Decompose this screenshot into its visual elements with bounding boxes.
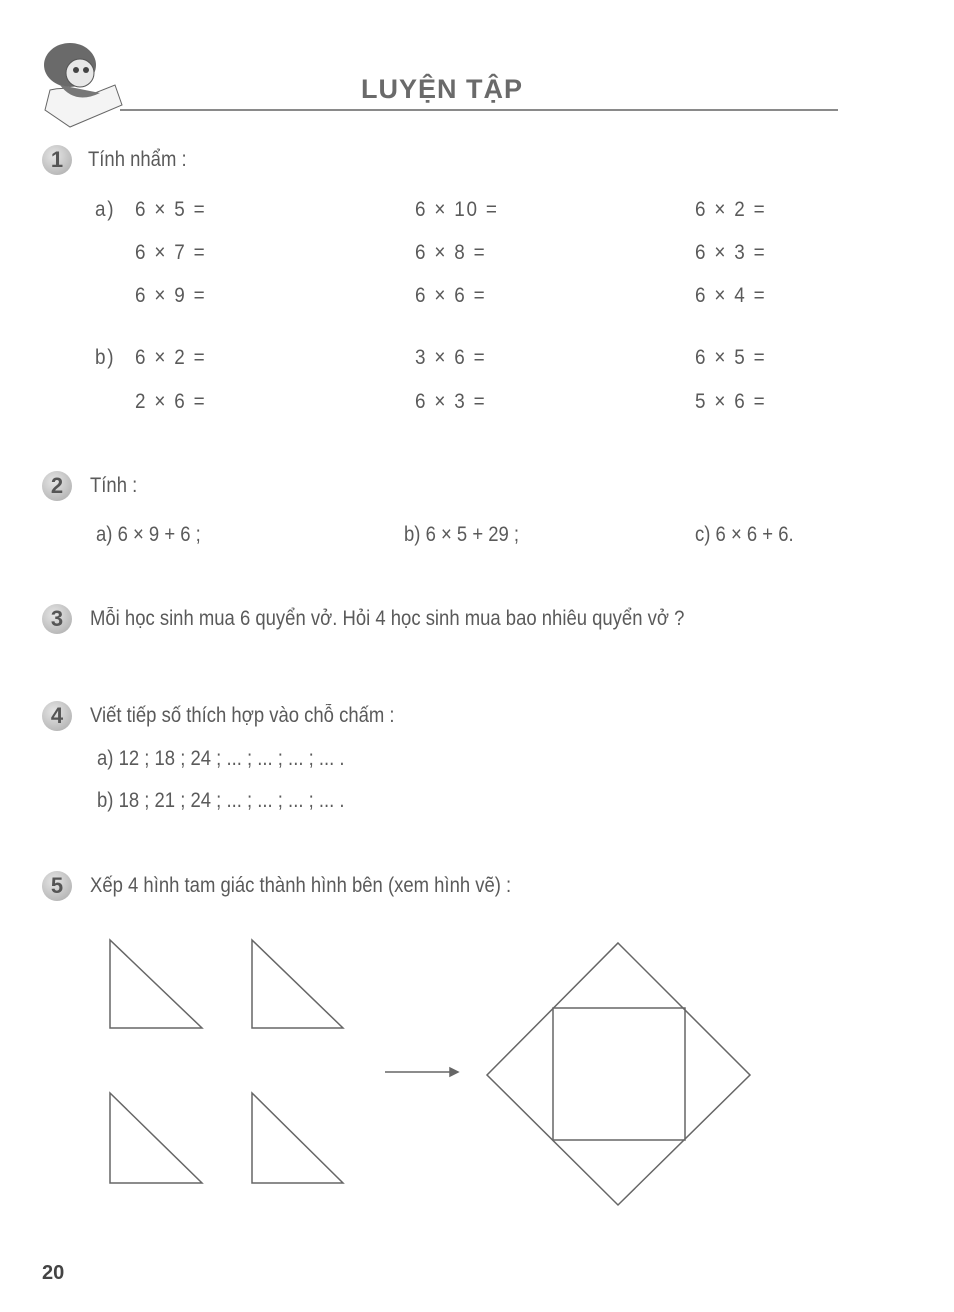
ex1-b-item: 2 × 6 = <box>135 390 207 413</box>
exercise-2-badge: 2 <box>42 471 72 501</box>
ex2-item-c: c) 6 × 6 + 6. <box>695 523 794 546</box>
exercise-5-prompt: Xếp 4 hình tam giác thành hình bên (xem hình vẽ) : <box>90 874 512 897</box>
ex1-a-label: a) <box>95 198 116 221</box>
ex1-a-item: 6 × 2 = <box>695 198 767 221</box>
ex1-b-item: 3 × 6 = <box>415 346 487 369</box>
exercise-1-badge: 1 <box>42 145 72 175</box>
page-number: 20 <box>42 1262 65 1284</box>
ex1-b-item: 6 × 5 = <box>695 346 767 369</box>
ex1-a-item: 6 × 5 = <box>135 198 207 221</box>
exercise-4-prompt: Viết tiếp số thích hợp vào chỗ chấm : <box>90 704 395 727</box>
page-title: LUYỆN TẬP <box>360 74 523 104</box>
ex4-item-b: b) 18 ; 21 ; 24 ; ... ; ... ; ... ; ... . <box>97 789 345 812</box>
ex1-a-item: 6 × 7 = <box>135 241 207 264</box>
inner-square <box>553 1008 685 1140</box>
ex1-a-item: 6 × 10 = <box>415 198 499 221</box>
ex2-item-a: a) 6 × 9 + 6 ; <box>96 523 201 546</box>
exercise-2-prompt: Tính : <box>90 474 138 497</box>
ex1-a-item: 6 × 4 = <box>695 284 767 307</box>
ex4-item-a: a) 12 ; 18 ; 24 ; ... ; ... ; ... ; ... . <box>97 747 345 770</box>
exercise-3-badge: 3 <box>42 604 72 634</box>
ex1-b-item: 6 × 3 = <box>415 390 487 413</box>
ex1-a-item: 6 × 3 = <box>695 241 767 264</box>
triangle-bottom-left <box>110 1093 202 1183</box>
triangle-bottom-right <box>252 1093 343 1183</box>
triangle-top-left <box>110 940 202 1028</box>
ex1-b-label: b) <box>95 346 116 369</box>
diamond-shape <box>487 943 750 1205</box>
ex1-b-item: 5 × 6 = <box>695 390 767 413</box>
ex1-a-item: 6 × 6 = <box>415 284 487 307</box>
ex1-a-item: 6 × 8 = <box>415 241 487 264</box>
exercise-5-badge: 5 <box>42 871 72 901</box>
ex1-b-item: 6 × 2 = <box>135 346 207 369</box>
exercise-1-prompt: Tính nhẩm : <box>88 148 187 171</box>
exercise-4-badge: 4 <box>42 701 72 731</box>
ex1-a-item: 6 × 9 = <box>135 284 207 307</box>
exercise-3-prompt: Mỗi học sinh mua 6 quyển vở. Hỏi 4 học sinh mua bao nhiêu quyển vở ? <box>90 607 685 630</box>
ex2-item-b: b) 6 × 5 + 29 ; <box>404 523 520 546</box>
triangle-top-right <box>252 940 343 1028</box>
